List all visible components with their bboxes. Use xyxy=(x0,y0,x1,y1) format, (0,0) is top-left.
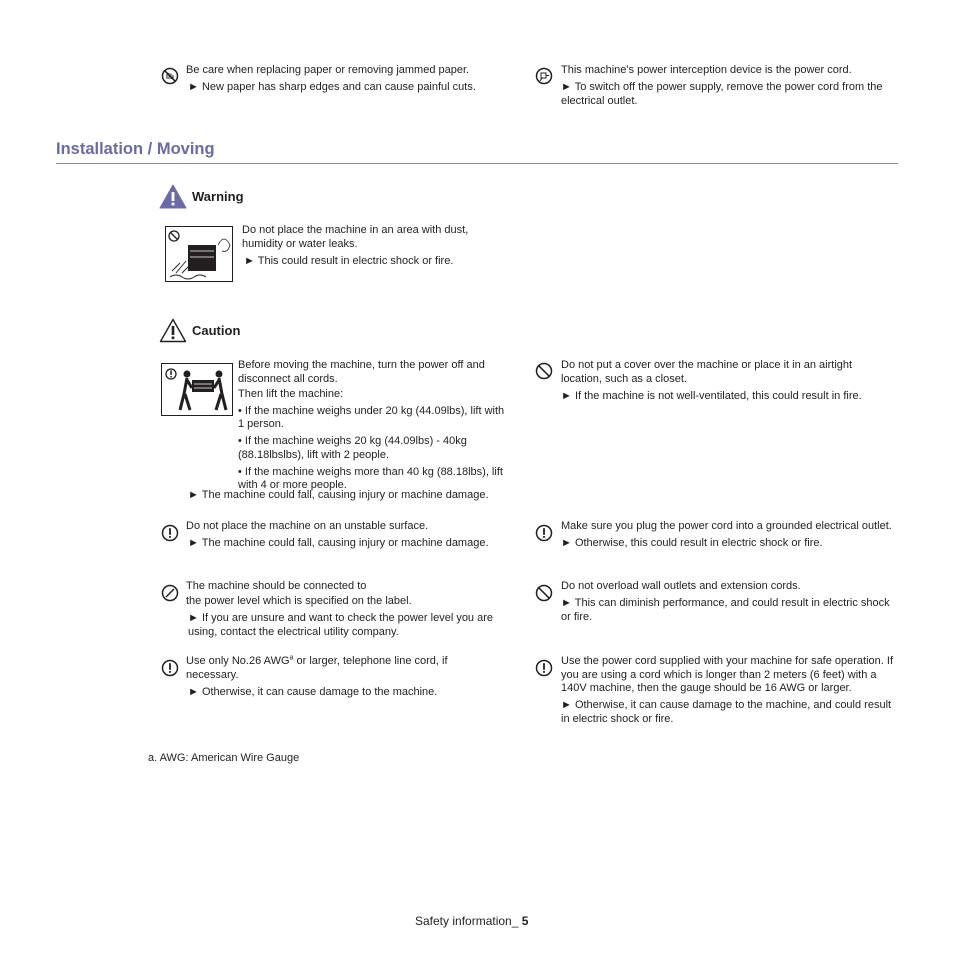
paper-caution-result: ► New paper has sharp edges and can cause painful cuts. xyxy=(188,81,476,93)
awg-caution-result: ► Otherwise, it can cause damage to the machine. xyxy=(188,685,438,698)
lift-bullet-3: • If the machine weighs more than 40 kg (88.18lbs), lift with 4 or more people. xyxy=(238,465,503,491)
unstable-caution-text xyxy=(186,520,521,551)
caution-icon xyxy=(159,318,187,343)
cord-caution-text xyxy=(561,655,896,726)
unstable-caution-result: ► The machine could fall, causing injury or machine damage. xyxy=(188,537,489,549)
exclamation-icon xyxy=(535,659,553,677)
power-cord-text xyxy=(561,64,896,108)
exclamation-icon xyxy=(161,524,179,542)
warning-result: ► This could result in electric shock or fire. xyxy=(244,254,454,267)
awg-line-start: Use only No.26 AWG xyxy=(186,655,290,667)
lift-instructions xyxy=(238,359,513,493)
footer-label: Safety information_ xyxy=(415,914,519,928)
prohibition-icon xyxy=(535,584,553,602)
exclamation-icon xyxy=(535,524,553,542)
power-level-line-a: The machine should be connected to xyxy=(186,580,367,592)
power-level-text xyxy=(186,580,521,639)
footnote-marker: a xyxy=(289,654,294,662)
lift-result: ► The machine could fall, causing injury or machine damage. xyxy=(188,489,489,501)
overload-caution-text xyxy=(561,580,896,624)
lift-intro: Before moving the machine, turn the power off and disconnect all cords. xyxy=(238,359,485,385)
overload-caution-result: ► This can diminish performance, and could result in electric shock or fire. xyxy=(561,597,890,623)
page-footer xyxy=(415,914,528,928)
lift-bullet-1: • If the machine weighs under 20 kg (44.09lbs), lift with 1 person. xyxy=(238,404,505,430)
footnote: a. AWG: American Wire Gauge xyxy=(148,752,300,764)
section-title: Installation / Moving xyxy=(56,140,215,158)
awg-caution-line xyxy=(186,655,491,682)
cover-caution-result: ► If the machine is not well-ventilated, this could result in fire. xyxy=(561,389,862,402)
power-cord-result: ► To switch off the power supply, remove the power cord from the electrical outlet. xyxy=(561,81,883,107)
warning-label: Warning xyxy=(192,189,244,204)
grounded-caution-line: Make sure you plug the power cord into a grounded electrical outlet. xyxy=(561,520,892,532)
prohibition-icon xyxy=(535,362,553,380)
water-leak-pictogram xyxy=(165,226,233,282)
power-level-icon xyxy=(161,584,179,602)
no-hand-icon xyxy=(161,67,179,85)
exclamation-icon xyxy=(161,659,179,677)
unplug-icon xyxy=(535,67,553,85)
caution-label: Caution xyxy=(192,323,241,338)
grounded-caution-text xyxy=(561,520,896,551)
awg-caution-text xyxy=(186,655,491,699)
unstable-caution-line: Do not place the machine on an unstable surface. xyxy=(186,520,429,532)
warning-text xyxy=(242,224,497,268)
paper-caution-text xyxy=(186,64,516,95)
lift-then: Then lift the machine: xyxy=(238,387,344,400)
page-number: 5 xyxy=(521,914,529,928)
cover-caution-line: Do not put a cover over the machine or place it in an airtight location, such as a closet. xyxy=(561,359,853,385)
power-cord-line: This machine's power interception device is the power cord. xyxy=(561,64,852,76)
cover-caution-text xyxy=(561,359,896,403)
paper-caution-line: Be care when replacing paper or removing jammed paper. xyxy=(186,64,470,76)
awg-line-end: or larger, telephone line cord, if necessary. xyxy=(186,655,448,681)
grounded-caution-result: ► Otherwise, this could result in electric shock or fire. xyxy=(561,537,823,549)
cord-caution-line: Use the power cord supplied with your machine for safe operation. If you are using a cord which is longer than 2 meters (6 feet) with a 140V machine, then the gauge should be 16 AWG or larger. xyxy=(561,655,894,694)
lift-bullet-2: • If the machine weighs 20 kg (44.09lbs) - 40kg (88.18lbslbs), lift with 2 people. xyxy=(238,435,467,461)
warning-line: Do not place the machine in an area with dust, humidity or water leaks. xyxy=(242,224,469,250)
warning-icon xyxy=(159,184,187,209)
section-divider xyxy=(56,163,898,164)
two-person-lift-pictogram xyxy=(161,363,233,416)
cord-caution-result: ► Otherwise, it can cause damage to the machine, and could result in electric shock or fire. xyxy=(561,699,892,725)
power-level-line-b: the power level which is specified on the label. xyxy=(186,595,412,607)
overload-caution-line: Do not overload wall outlets and extension cords. xyxy=(561,580,801,592)
power-level-result: ► If you are unsure and want to check the power level you are using, contact the electrical utility company. xyxy=(188,612,494,638)
